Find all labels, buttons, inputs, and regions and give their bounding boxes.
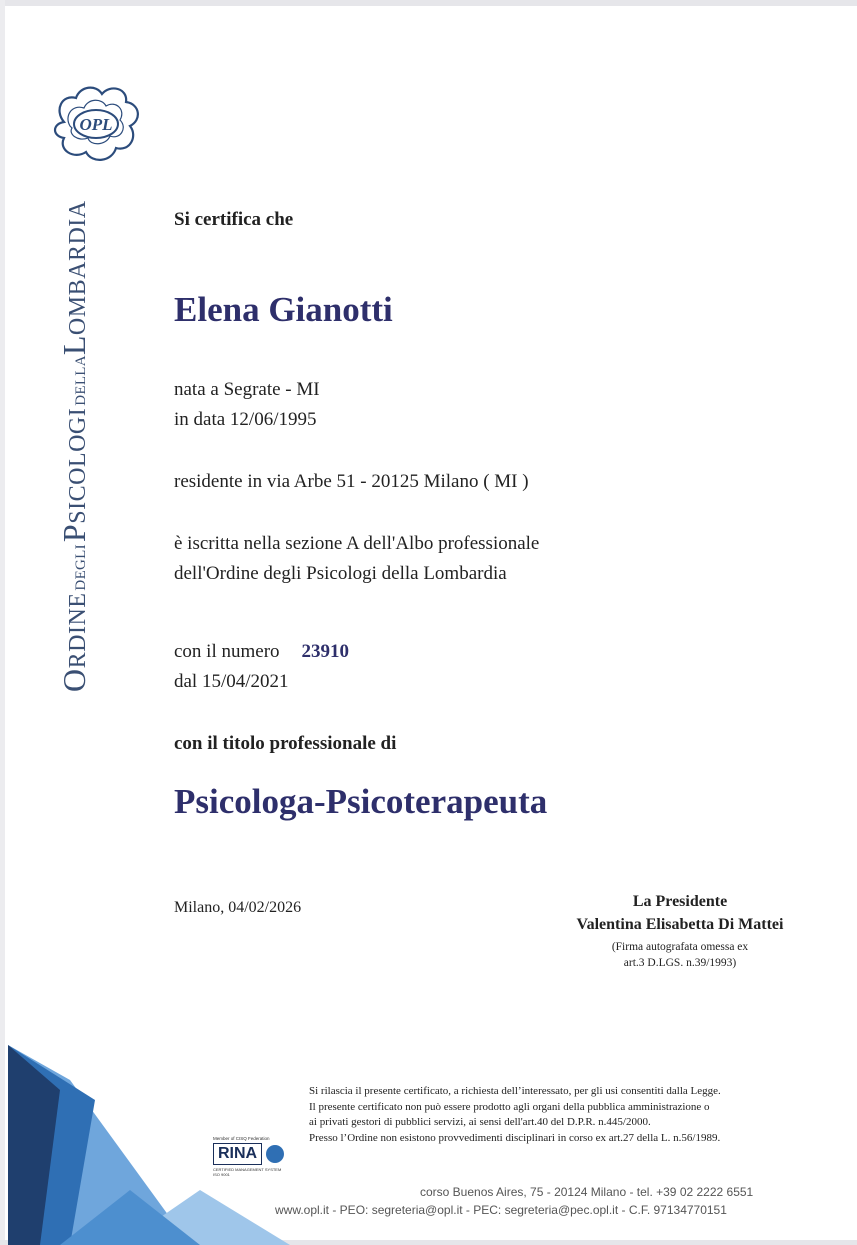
title-label: con il titolo professionale di [174, 733, 397, 754]
signature-note: (Firma autografata omessa ex art.3 D.LGS. n.39/1993) [611, 941, 749, 969]
member-name: Elena Gianotti [174, 290, 393, 329]
footer-address: corso Buenos Aires, 75 - 20124 Milano - tel. +39 02 2222 6551 [420, 1185, 754, 1199]
footer-contacts: www.opl.it - PEO: segreteria@opl.it - PEC: segreteria@pec.opl.it - C.F. 97134770151 [275, 1203, 727, 1217]
birth-place: nata a Segrate - MI [174, 379, 320, 400]
registration-since: dal 15/04/2021 [174, 671, 289, 692]
top-frame [0, 0, 857, 6]
opl-logo [44, 80, 148, 170]
registration-line-1: è iscritta nella sezione A dell'Albo professionale [174, 533, 540, 554]
professional-title: Psicologa-Psicoterapeuta [174, 782, 548, 821]
signature-block [540, 893, 820, 971]
logo-text: OPL [79, 115, 113, 134]
registration-number: 23910 [301, 641, 350, 662]
certify-intro: Si certifica che [174, 209, 294, 230]
rina-logo: RINA [213, 1143, 262, 1165]
residence: residente in via Arbe 51 - 20125 Milano ( MI ) [174, 471, 529, 492]
place-date: Milano, 04/02/2026 [174, 899, 302, 916]
registration-number-row [174, 641, 349, 663]
legal-notice: Si rilascia il presente certificato, a richiesta dell’interessato, per gli usi consentiti dalla Legge. Il presente certificato non può essere prodotto agli organi della pubblica amministrazione o ai privati gestori di pubblici servizi, ai sensi dell'art.40 del D.P.R. n.445/2000. Presso l’Ordine non esistono provvedimenti disciplinari in corso ex art.27 della L. n.56/1989. [309, 1085, 721, 1144]
iqnet-icon [266, 1145, 284, 1163]
organization-vertical-name: O RDINE DEGLI P SICOLOGI DELLA L OMBARDIA [56, 200, 92, 692]
registration-line-2: dell'Ordine degli Psicologi della Lombardia [174, 563, 507, 584]
birth-date: in data 12/06/1995 [174, 409, 317, 430]
rina-certification-badge: Member of CISQ Federation RINA CERTIFIED MANAGEMENT SYSTEM ISO 9001 [213, 1136, 293, 1184]
signatory-name: Valentina Elisabetta Di Mattei [576, 916, 784, 933]
signatory-role: La Presidente [632, 893, 728, 910]
number-label: con il numero [174, 641, 280, 662]
